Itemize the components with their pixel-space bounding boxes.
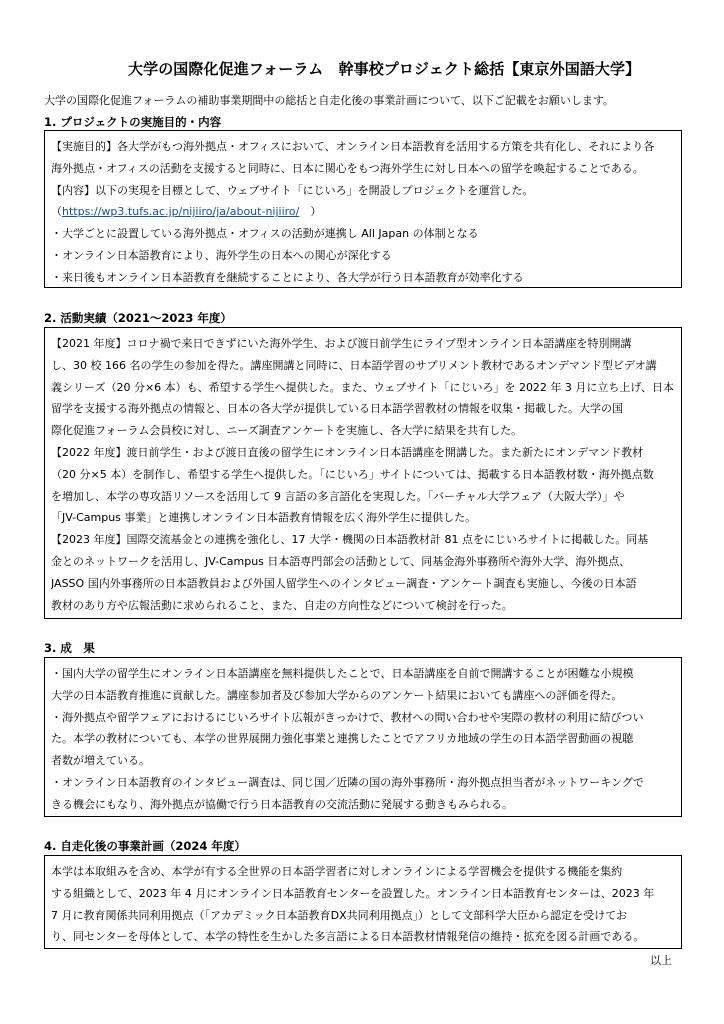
section-2-line: （20 分×5 本）を制作し、希望する学生へ提供した。「にじいろ」サイトについては、掲載する日本語教材数・海外拠点数 [51, 467, 654, 481]
section-1-heading: 1. プロジェクトの実施目的・内容 [44, 115, 222, 129]
section-1-line: ・来日後もオンライン日本語教育を継続することにより、各大学が行う日本語教育が効率化する [51, 270, 524, 284]
section-3-line: きる機会にもなり、海外拠点が協働で行う日本語教育の交流活動に発展する動きもみられる。 [51, 797, 513, 811]
intro-text: 大学の国際化促進フォーラムの補助事業期間中の総括と自走化後の事業計画について、以下ご記載をお願いします。 [44, 94, 615, 107]
link-close-paren: ） [299, 205, 322, 219]
section-1-line: 海外拠点・オフィスの活動を支援すると同時に、日本に関心をもつ海外学生に対し日本への留学を喚起することである。 [51, 161, 644, 175]
section-4-line: り、同センターを母体として、本学の特性を生かした多言語による日本語教材情報発信の維持・拡充を図る計画である。 [51, 930, 645, 944]
section-2-line: 【2021 年度】コロナ禍で来日できずにいた海外学生、および渡日前学生にライブ型オンライン日本語講座を特別開講 [51, 337, 632, 350]
section-2-line: し、30 校 166 名の学生の参加を得た。講座開講と同時に、日本語学習のサプリメント教材であるオンデマンド型ビデオ講 [51, 358, 657, 372]
section-1-line: 【実施目的】各大学がもつ海外拠点・オフィスにおいて、オンライン日本語教育を活用する方策を共有化し、それにより各 [51, 140, 655, 153]
section-4-line: 本学は本取組みを含め、本学が有する全世界の日本語学習者に対しオンラインによる学習機会を提供する機能を集約 [51, 865, 623, 878]
section-3-line: ・オンライン日本語教育のインタビュー調査は、同じ国／近隣の国の海外事務所・海外拠点担当者がネットワーキングで [51, 775, 644, 789]
section-2-line: 教材のあり方や広報活動に求められること、また、自走の方向性などについて検討を行った。 [51, 598, 513, 612]
section-2-line: JASSO 国内外事務所の日本語教員および外国人留学生へのインタビュー調査・アンケート調査も実施し、今後の日本語 [51, 576, 637, 590]
section-2-line: 金とのネットワークを活用し、JV-Campus 日本語専門部会の活動として、同基金海外事務所や海外大学、海外拠点、 [51, 554, 631, 568]
link-open-paren: （ [51, 205, 62, 219]
section-2-line: 【2023 年度】国際交流基金との連携を強化し、17 大学・機関の日本語教材計 81 点をにじいろサイトに掲載した。同基 [51, 533, 649, 547]
section-3-line: 者数が増えている。 [51, 754, 150, 768]
section-1-link-line [51, 201, 675, 223]
section-3-box [44, 657, 682, 817]
section-2-line: 義シリーズ（20 分×6 本）も、希望する学生へ提供した。また、ウェブサイト「にじいろ」を 2022 年 3 月に立ち上げ、日本 [51, 380, 674, 394]
section-4-box [44, 855, 682, 949]
section-2-box [44, 327, 682, 619]
section-1-line: 【内容】以下の実現を目標として、ウェブサイト「にじいろ」を開設しプロジェクトを運営した。 [51, 183, 534, 197]
section-3-line: た。本学の教材についても、本学の世界展開力強化事業と連携したことでアフリカ地域の学生の日本語学習動画の視聴 [51, 732, 634, 746]
section-1-line: ・大学ごとに設置している海外拠点・オフィスの活動が連携し All Japan の体制となる [51, 227, 479, 241]
section-3-line: ・海外拠点や留学フェアにおけるにじいろサイト広報がきっかけで、教材への問い合わせや実際の教材の利用に結びつい [51, 710, 644, 724]
section-2-line: を増加し、本学の専攻語リソースを活用して 9 言語の多言語化を実現した。「バーチャル大学フェア（大阪大学）」や [51, 489, 625, 503]
section-4-line: する組織として、2023 年 4 月にオンライン日本語教育センターを設置した。オンライン日本語教育センターは、2023 年 [51, 886, 655, 900]
section-3-heading: 3. 成 果 [44, 641, 95, 655]
section-4-line: 7 月に教育関係共同利用拠点（「アカデミック日本語教育DX共同利用拠点」）として文部科学大臣から認定を受けてお [51, 908, 628, 922]
document-title: 大学の国際化促進フォーラム 幹事校プロジェクト総括【東京外国語大学】 [128, 60, 641, 78]
section-4-heading: 4. 自走化後の事業計画（2024 年度） [44, 839, 246, 853]
section-2-line: 「JV-Campus 事業」と連携しオンライン日本語教育情報を広く海外学生に提供した。 [51, 511, 477, 525]
section-1-box [44, 130, 682, 288]
section-2-line: 際化促進フォーラム会員校に対し、ニーズ調査アンケートを実施し、各大学に結果を共有した。 [51, 424, 523, 438]
section-2-line: 留学を支援する海外拠点の情報と、日本の各大学が提供している日本語学習教材の情報を収集・掲載した。大学の国 [51, 402, 623, 416]
section-3-line: 大学の日本語教育推進に貢献した。講座参加者及び参加大学からのアンケート結果においても講座への評価を得た。 [51, 688, 623, 702]
section-3-line: ・国内大学の留学生にオンライン日本語講座を無料提供したことで、日本語講座を自前で開講することが困難な小規模 [51, 667, 634, 680]
section-2-heading: 2. 活動実績（2021～2023 年度） [44, 311, 232, 325]
closing-mark: 以上 [650, 954, 672, 967]
nijiiro-link[interactable]: https://wp3.tufs.ac.jp/nijiiro/ja/about-nijiiro/ [62, 205, 300, 219]
section-1-line: ・オンライン日本語教育により、海外学生の日本への関心が深化する [51, 248, 392, 262]
section-2-line: 【2022 年度】渡日前学生・および渡日直後の留学生にオンライン日本語講座を開講した。また新たにオンデマンド教材 [51, 445, 644, 459]
